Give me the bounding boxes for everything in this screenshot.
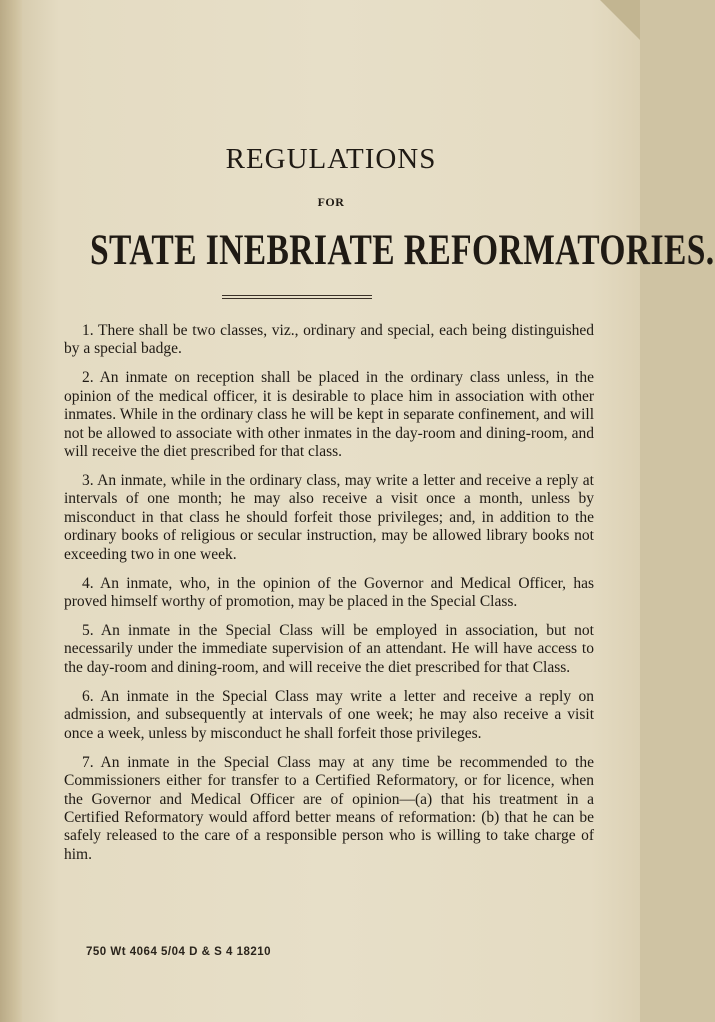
regulation-6: 6. An inmate in the Special Class may write a letter and receive a reply on admission, and subsequently at intervals of one week; he may also receive a visit once a week, unless by misconduct he shall forfeit those privileges. [64,687,594,742]
title-state-inebriate-reformatories: STATE INEBRIATE REFORMATORIES. [89,227,715,274]
printer-imprint: 750 Wt 4064 5/04 D & S 4 18210 [86,946,272,958]
regulation-2: 2. An inmate on reception shall be placed in the ordinary class unless, in the opinion of the medical officer, it is desirable to place him in association with other inmates. While in the ordinary class he will be kept in separate confinement, and will not be allowed to associate with other inmates in the day-room and dining-room, and will receive the diet prescribed for that class. [64,369,594,461]
title-for: FOR [317,195,345,209]
double-rule-top [222,295,372,296]
page-spine [0,0,22,1022]
double-rule-bottom [222,298,372,299]
regulation-3: 3. An inmate, while in the ordinary class, may write a letter and receive a reply at intervals of one month; he may also receive a visit once a month, unless by misconduct in that class he should forfeit those privileges; and, in addition to the ordinary books of religious or secular instruction, may be allowed library books not exceeding two in one week. [64,472,594,563]
regulation-5: 5. An inmate in the Special Class will be employed in association, but not necessarily under the immediate supervision of an attendant. He will have access to the day-room and dining-room, and will receive the diet prescribed for that Class. [64,622,594,676]
title-regulations: REGULATIONS [225,143,437,175]
page-corner [600,0,640,40]
regulations-body [64,322,594,875]
regulation-4: 4. An inmate, who, in the opinion of the Governor and Medical Officer, has proved himself worthy of promotion, may be placed in the Special Class. [64,574,594,611]
regulation-7: 7. An inmate in the Special Class may at any time be recommended to the Commissioners either for transfer to a Certified Reformatory, or for licence, when the Governor and Medical Officer are of opinion—(a) that his treatment in a Certified Reformatory would afford better means of reformation: (b) that he can be safely released to the care of a responsible person who is willing to take charge of him. [64,753,594,863]
regulation-1: 1. There shall be two classes, viz., ordinary and special, each being distinguished by a special badge. [64,322,594,358]
